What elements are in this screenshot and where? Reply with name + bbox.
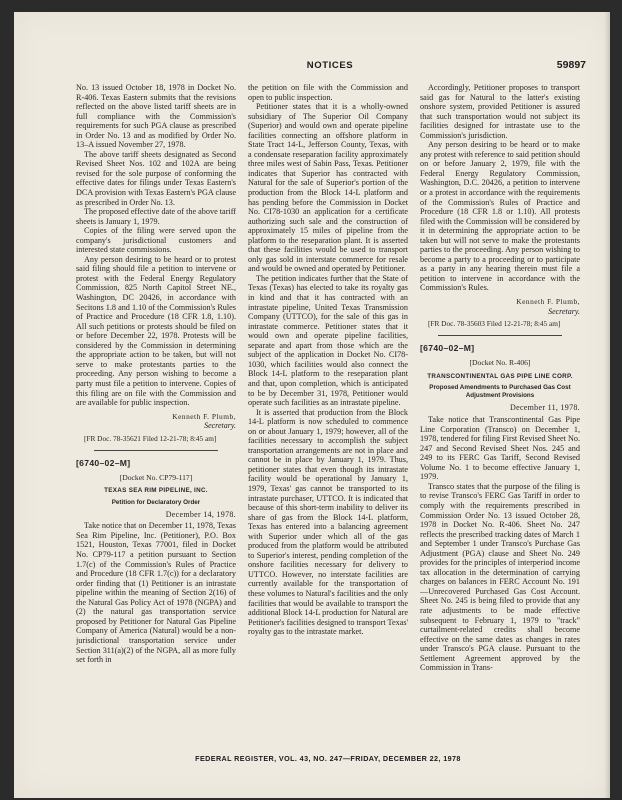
document-page [14, 12, 610, 798]
paragraph: Any person desiring to be heard or to protest said filing should file a petition to intervene or protest with the Federal Energy Regulatory Commission, 825 North Capitol Street NE., Washington, DC 20426, in accordance with Secitons 1.8 and 1.10 of the Commission's Rules of Practice and Procedure (18 CFR 1.8, 1.10). All such petitions or protests should be filed on or before December 22, 1978. Protests will be considered by the Commission in determining the appropriate action to be taken, but will not serve to make protestants parties to the proceeding. Any person wishing to become a party must file a petition to intervene. Copies of this filing are on file with the Commission and are available for public inspection. [76, 254, 236, 408]
paragraph: No. 13 issued October 18, 1978 in Docket No. R-406. Texas Eastern submits that the revisions reflected on the above listed tariff sheets are in full compliance with the Commission's requirements for such PGA clause as prescribed in Order No. 13 and as modified by Order No. 13–A issued November 27, 1978. [76, 83, 236, 150]
signature-block [420, 297, 580, 316]
paragraph: Accordingly, Petitioner proposes to transport said gas for Natural to the latter's existing onshore system, provided Petitioner is assured that such transportation would not subject its facilities designed for intrastate use to the Commission's jurisdiction. [420, 83, 580, 140]
subject-heading: Proposed Amendments to Purchased Gas Cost Adjustment Provisions [429, 384, 571, 400]
paragraph: Petitioner states that it is a wholly-owned subsidiary of The Superior Oil Company (Superior) and would own and operate pipeline facilities connecting an offshore platform in State Tract 14-L, Jefferson County, Texas, with a condensate reseparation facility approximately three miles west of Sabin Pass, Texas. Petitioner indicates that Superior has contracted with Natural for the sale of Superior's portion of the production from the Block 14-L platform and has pending before the Commission in Docket No. CI78-1030 an application for a certificate authorizing such sale and the construction of approximately 15 miles of pipeline from the platform to the reseparation plant. It is asserted that these facilities would be used to transport only gas sold in interstate commerce for resale and would be owned and operated by Petitioner. [248, 102, 408, 274]
page-number: 59897 [556, 59, 586, 71]
docket-number: [Docket No. R-406] [469, 357, 531, 367]
section-title: NOTICES [306, 60, 354, 71]
paragraph: The above tariff sheets designated as Second Revised Sheet Nos. 102 and 102A are being revised for the sole purpose of conforming the effective dates for filings under Texas Eastern's DCA provision with Texas Eastern's PGA clause as prescribed in Order No. 13. [76, 149, 236, 207]
column-3 [420, 83, 580, 743]
paragraph: Copies of the filing were served upon the company's jurisdictional customers and interested state commissions. [76, 226, 236, 255]
signer-title: Secretary. [548, 306, 580, 316]
subject-heading: Petition for Declaratory Order [111, 498, 201, 506]
paragraph: Transco states that the purpose of the filing is to revise Transco's FERC Gas Tariff in order to comply with the requirements prescribed in Commission Order No. 13 issued October 28, 1978 in Docket No. R-406. Sheet No. 247 reflects the prescribed tracking dates of March 1 and September 1 under Transco's Purchase Gas Adjustment (PGA) clause and Sheet No. 249 provides for the principles of interperiod income tax allocation in the determination of carrying charges on balances in FERC Account No. 191—Unrecovered Purchased Gas Cost Account. Sheet No. 245 is being filed to provide that any rate adjustments to be made effective subsequent to February 1, 1979 to "track" curtailment-related credits shall become effective on the same dates as changes in rates under Transco's PGA clause. Pursuant to the Settlement Agreement approved by the Commission in Trans- [420, 481, 580, 673]
billing-code: [6740–02–M] [76, 458, 131, 468]
signer-name: Kenneth F. Plumb, [516, 297, 580, 307]
page-header [74, 60, 586, 76]
column-1 [76, 83, 236, 743]
signer-name: Kenneth F. Plumb, [172, 411, 236, 421]
signer-title: Secretary. [204, 421, 236, 431]
docket-number: [Docket No. CP79-117] [119, 472, 193, 482]
company-heading: TRANSCONTINENTAL GAS PIPE LINE CORP. [427, 372, 573, 380]
company-heading: TEXAS SEA RIM PIPELINE, INC. [104, 487, 208, 495]
notice-date: December 11, 1978. [510, 403, 580, 413]
billing-code: [6740–02–M] [420, 343, 475, 354]
fr-doc-line: [FR Doc. 78-35621 Filed 12-21-78; 8:45 am] [84, 433, 217, 443]
paragraph: Any person desiring to be heard or to make any protest with reference to said petition should on or before January 2, 1979, file with the Federal Energy Regulatory Commission, Washington, D.C. 20426, a petition to intervene or a protest in accordance with the requirements of the Commission's Rules of Practice and Procedure (18 CFR 1.8 or 1.10). All protests filed with the Commission will be considered by it in determining the appropriate action to be taken but will not serve to make the protestants parties to the proceeding. Any person wishing to become a party to a proceeding or to participate as a party in any hearing therein must file a petition to intervene in accordance with the Commission's Rules. [420, 140, 580, 293]
paragraph: Take notice that Transcontinental Gas Pipe Line Corporation (Transco) on December 1, 1978, tendered for filing First Revised Sheet No. 247 and Second Revised Sheet Nos. 245 and 249 to its FERC Gas Tariff, Second Revised Volume No. 1 to become effective January 1, 1979. [420, 415, 580, 482]
page-footer: FEDERAL REGISTER, VOL. 43, NO. 247—FRIDAY, DECEMBER 22, 1978 [195, 754, 461, 763]
paragraph: Take notice that on December 11, 1978, Texas Sea Rim Pipeline, Inc. (Petitioner), P.O. Box 1521, Houston, Texas 77001, filed in Docket No. CP79-117 a petition pursuant to Section 1.7(c) of the Commission's Rules of Practice and Procedure (18 CFR 1.7(c)) for a declaratory order finding that (1) Petitioner is an intrastate pipeline within the meaning of Section 2(16) of the Natural Gas Policy Act of 1978 (NGPA) and (2) the natural gas transportation service proposed by Petitioner for Natural Gas Pipeline Company of America (Natural) would be a non-jurisdictional transportation service under Section 311(a)(2) of the NGPA, all as more fully set forth in [76, 521, 236, 665]
divider [94, 450, 218, 451]
paragraph: The proposed effective date of the above tariff sheets is January 1, 1979. [76, 207, 236, 226]
paragraph: The petition indicates further that the State of Texas (Texas) has elected to take its royalty gas in kind and that it has contracted with an intrastate pipeline, United Texas Transmission Company (UTTCO), for the sale of this gas in intrastate commerce. Petitioner states that it would own and operate pipeline facilities, separate and apart from those which are the subject of the application in Docket No. CI78-1030, which facilities would also connect the Block 14-L platform to the reseparation plant and that, upon completion, which is anticipated to be by December 31, 1978, Petitioner would operate such facilities as an intrastate pipeline. [248, 273, 408, 408]
column-2 [248, 83, 408, 743]
page-edge-shadow [604, 12, 610, 798]
paragraph: the petition on file with the Commission and open to public inspection. [248, 83, 408, 102]
divider [438, 335, 562, 336]
text-columns [76, 83, 580, 743]
notice-date: December 14, 1978. [165, 509, 236, 519]
fr-doc-line: [FR Doc. 78-35603 Filed 12-21-78; 8:45 am] [428, 319, 561, 329]
signature-block [76, 412, 236, 431]
paragraph: It is asserted that production from the Block 14-L platform is now scheduled to commence on or about January 1, 1979; however, all of the facilities necessary to accomplish the subject transportation arrangements are not in place and cannot be in place by January 1, 1979. Thus, petitioner states that even though its intrastate facility would be operational by January 1, 1979, Texas' gas cannot be transported to its intrastate purchaser, UTTCO. It is indicated that because of this short-term inability to deliver its share of gas from the Block 14-L platform, Texas has entered into a balancing agreement with Superior under which all of the gas produced from the platform would be attributed to Superior's interest, pending completion of the onshore facilities necessary for delivery to UTTCO. However, no interstate facilities are currently available for the transportation of these volumes to Natural's facilities and the only facilities that would be available to transport the additional Block 14-L production for Natural are Petitioner's facilities designed to transport Texas' royalty gas to the intrastate market. [248, 407, 408, 637]
